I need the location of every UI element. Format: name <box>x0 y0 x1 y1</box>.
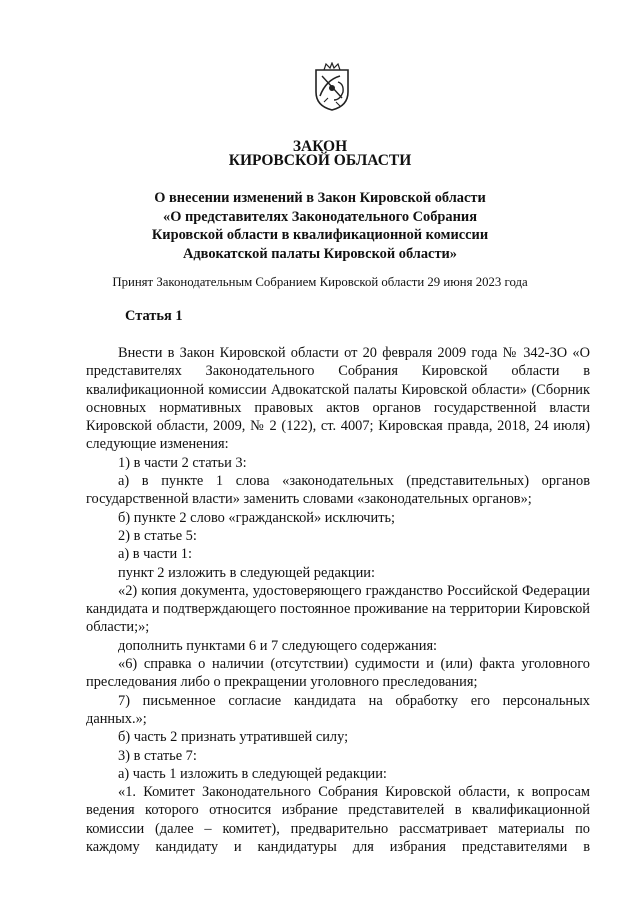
subtitle-line: «О представителях Законодательного Собрания <box>163 208 477 225</box>
paragraph: б) пункте 2 слово «гражданской» исключить; <box>118 509 396 526</box>
paragraph: а) в пункте 1 слова «законодательных (представительных) органов государственной власти» заменить словами «законодательных органов»; <box>86 473 590 508</box>
paragraph: Внести в Закон Кировской области от 20 февраля 2009 года № 342-ЗО «О представителях Законодательного Собрания Кировской области в квалификационной комиссии Адвокатской палаты Кировской области» (Сборник основных нормативных правовых актов органов государственной власти Кировской области, 2009, № 2 (122), ст. 4007; Кировская правда, 2018, 24 июля) следующие изменения: <box>86 345 590 453</box>
subtitle-line: Адвокатской палаты Кировской области» <box>183 245 457 262</box>
paragraph: 2) в статье 5: <box>118 527 197 544</box>
paragraph: 1) в части 2 статьи 3: <box>118 454 247 471</box>
paragraph: 3) в статье 7: <box>118 747 197 764</box>
coat-of-arms-kirov-icon <box>310 62 354 112</box>
law-subtitle <box>0 189 640 263</box>
article-heading: Статья 1 <box>125 308 183 324</box>
paragraph: «6) справка о наличии (отсутствии) судимости и (или) факта уголовного преследования либо о прекращении уголовного преследования; <box>86 656 590 691</box>
subtitle-line: Кировской области в квалификационной комиссии <box>151 227 489 243</box>
paragraph: дополнить пунктами 6 и 7 следующего содержания: <box>118 637 438 654</box>
paragraph: 7) письменное согласие кандидата на обработку его персональных данных.»; <box>86 692 590 727</box>
region-title: КИРОВСКОЙ ОБЛАСТИ <box>228 152 412 169</box>
paragraph: «1. Комитет Законодательного Собрания Кировской области, к вопросам ведения которого относится избрание представителей в квалификационной комиссии (далее – комитет), предварительно рассматривает материалы по каждому кандидату и кандидатуры для избрания представителями в <box>86 784 590 856</box>
law-title: ЗАКОН <box>292 138 348 155</box>
adoption-note: Принят Законодательным Собранием Кировской области 29 июня 2023 года <box>112 275 528 289</box>
subtitle-line: О внесении изменений в Закон Кировской области <box>154 190 486 206</box>
paragraph: а) часть 1 изложить в следующей редакции: <box>118 765 387 782</box>
paragraph: б) часть 2 признать утратившей силу; <box>118 729 349 746</box>
paragraph: «2) копия документа, удостоверяющего гражданство Российской Федерации кандидата и подтверждающего постоянное проживание на территории Кировской области;»; <box>86 582 590 636</box>
paragraph: пункт 2 изложить в следующей редакции: <box>118 564 375 581</box>
paragraph: а) в части 1: <box>118 546 192 563</box>
article-body <box>86 344 590 856</box>
